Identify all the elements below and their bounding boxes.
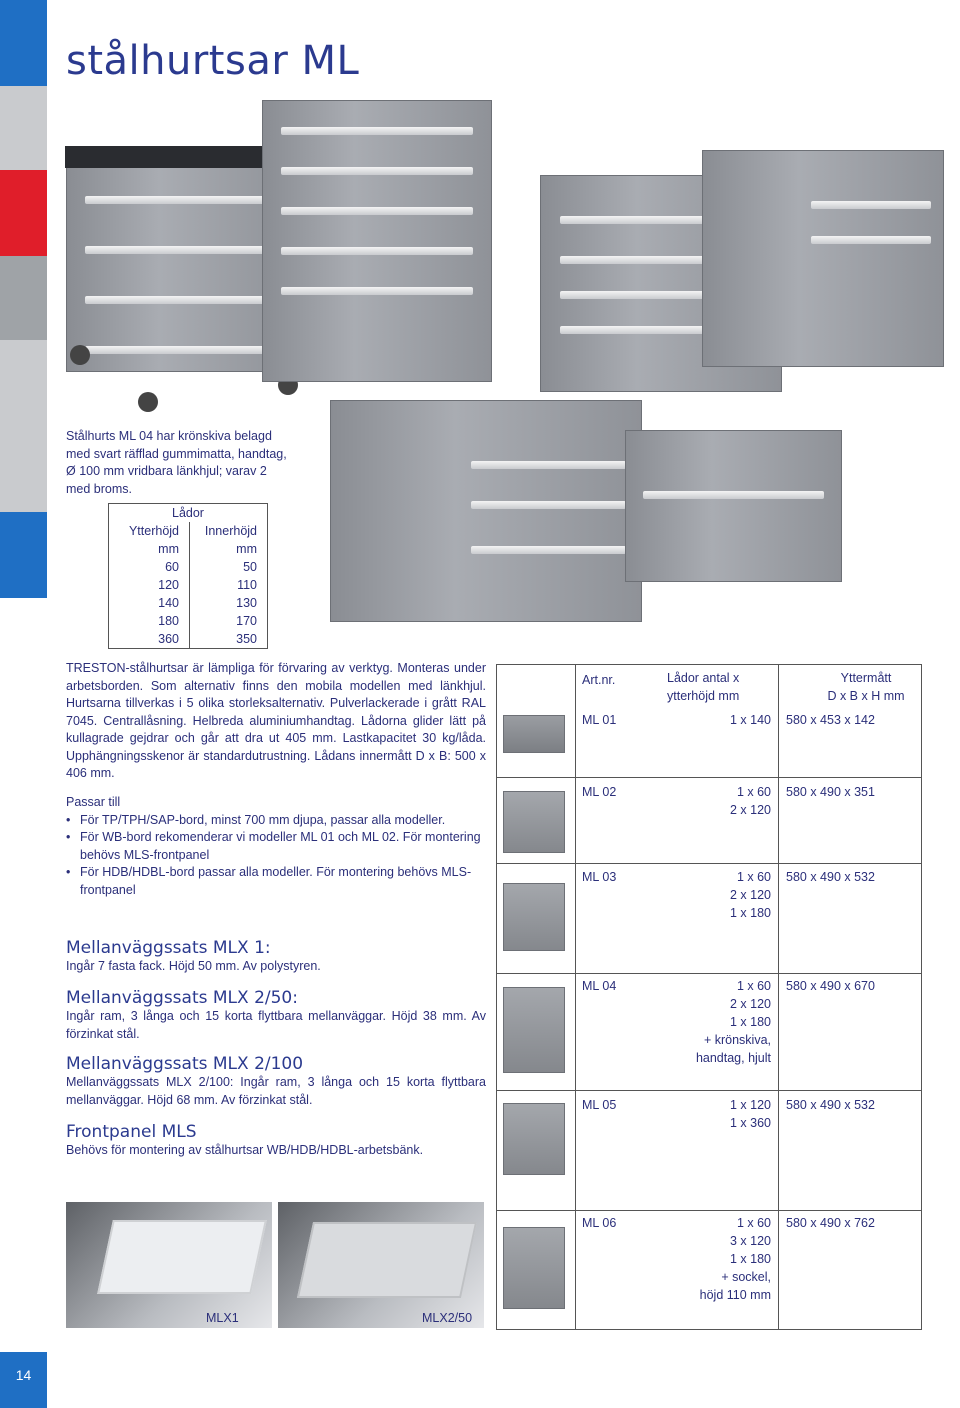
wheel-icon [70,345,90,365]
outer-dims: 580 x 490 x 532 [786,870,875,884]
row-thumb-ml05 [503,1103,565,1175]
col-header: Ytterhöjd [109,522,190,540]
cabinet-ml06-illustration [262,100,492,382]
list-item: • För TP/TPH/SAP-bord, minst 700 mm djupa, passar alla modeller. [66,812,486,830]
row-thumb-ml03 [503,883,565,951]
unit-label: mm [109,540,190,558]
passar-section [66,794,486,899]
outer-dims: 580 x 490 x 670 [786,979,875,993]
accessory-text: Ingår 7 fasta fack. Höjd 50 mm. Av polystyren. [66,959,321,973]
passar-heading: Passar till [66,795,121,809]
color-strip-red [0,170,47,256]
photo-label-mlx1: MLX1 [206,1311,239,1325]
art-number: ML 04 [582,979,617,993]
row-thumb-ml04 [503,987,565,1073]
page-number: 14 [0,1352,47,1408]
table-cell: 140 [109,594,190,612]
drawer-config: 1 x 60 2 x 120 [729,785,771,817]
color-strip-grey-2 [0,256,47,340]
header-dims: Yttermått D x B x H mm [827,671,905,703]
unit-label: mm [236,542,257,556]
color-strip-blue-top [0,0,47,86]
accessory-heading: Mellanväggssats MLX 2/100 [66,1054,304,1074]
accessory-text: Ingår ram, 3 långa och 15 korta flyttbara mellanväggar. Höjd 38 mm. Av förzinkat stål. [66,1009,486,1041]
drawer-config: 1 x 60 2 x 120 1 x 180 + krönskiva, handtag, hjult [695,979,771,1065]
outer-dims: 580 x 490 x 351 [786,785,875,799]
art-number: ML 06 [582,1216,617,1230]
table-cell: 360 [109,630,190,649]
accessory-heading: Frontpanel MLS [66,1122,197,1142]
mlx1-tray [97,1220,267,1294]
page-title: stålhurtsar ML [66,38,360,84]
list-item: • För HDB/HDBL-bord passar alla modeller. För montering behövs MLS-frontpanel [66,864,486,899]
drawer-config: 1 x 140 [729,713,771,727]
table-cell: 180 [109,612,190,630]
art-number: ML 01 [582,713,617,727]
accessory-text: Behövs för montering av stålhurtsar WB/HDB/HDBL-arbetsbänk. [66,1143,424,1157]
table-cell: 60 [109,558,190,576]
table-cell: 170 [236,614,257,628]
header-drawers: Lådor antal x ytterhöjd mm [667,671,740,703]
col-header: Innerhöjd [204,524,257,538]
table-title: Lådor [172,506,204,520]
table-cell: 130 [236,596,257,610]
table-cell: 110 [237,578,257,592]
art-number: ML 02 [582,785,617,799]
photo-label-mlx2: MLX2/50 [422,1311,473,1325]
mlx2-tray [297,1222,477,1298]
outer-dims: 580 x 490 x 532 [786,1098,875,1112]
outer-dims: 580 x 453 x 142 [786,713,875,727]
drawer-config: 1 x 60 2 x 120 1 x 180 [729,870,771,920]
table-cell: 50 [243,560,257,574]
outer-dims: 580 x 490 x 762 [786,1216,875,1230]
drawer-config: 1 x 60 3 x 120 1 x 180 + sockel, höjd 110 mm [699,1216,771,1302]
cabinet-ml02-illustration [330,400,642,622]
drawer-height-table [108,503,268,649]
drawer-config: 1 x 120 1 x 360 [729,1098,771,1130]
art-number: ML 05 [582,1098,617,1112]
row-thumb-ml06 [503,1227,565,1309]
cabinet-ml05-illustration [702,150,944,367]
product-table [496,664,922,1330]
description: TRESTON-stålhurtsar är lämpliga för förvaring av verktyg. Monteras under arbetsborden. Som alternativ finns den mobila modellen med länkhjul. Hurtsarna tillverkas i 5 olika storleksalternativ. Pulverlackerade i grått RAL 7045. Centrallåsning. Helbreda aluminiumhandtag. Lådorna glider lätt på kullagrade gejdrar och går att dra ut 405 mm. Lastkapacitet 30 kg/låda. Upphängningsskenor är standardutrustning. Lådans innermått D x B: 500 x 406 mm. [66,661,486,780]
row-thumb-ml02 [503,791,565,853]
accessory-heading: Mellanväggssats MLX 2/50: [66,988,298,1008]
wheel-icon [138,392,158,412]
art-number: ML 03 [582,870,617,884]
header-art: Art.nr. [582,673,616,687]
accessory-heading: Mellanväggssats MLX 1: [66,938,271,958]
color-strip-grey-3 [0,340,47,512]
row-thumb-ml01 [503,715,565,753]
passar-list [66,812,486,900]
color-strip-blue-2 [0,512,47,598]
color-strip-grey-1 [0,86,47,170]
accessory-text: Mellanväggssats MLX 2/100: Ingår ram, 3 långa och 15 korta flyttbara mellanväggar. Höjd 68 mm. Av förzinkat stål. [66,1075,486,1107]
table-cell: 350 [236,632,257,646]
cabinet-ml01-illustration [625,430,842,582]
table-cell: 120 [109,576,190,594]
list-item: • För WB-bord rekomenderar vi modeller ML 01 och ML 02. För montering behövs MLS-frontpanel [66,829,486,864]
intro-caption: Stålhurts ML 04 har krönskiva belagd med svart räfflad gummimatta, handtag, Ø 100 mm vridbara länkhjul; varav 2 med broms. [66,429,287,496]
